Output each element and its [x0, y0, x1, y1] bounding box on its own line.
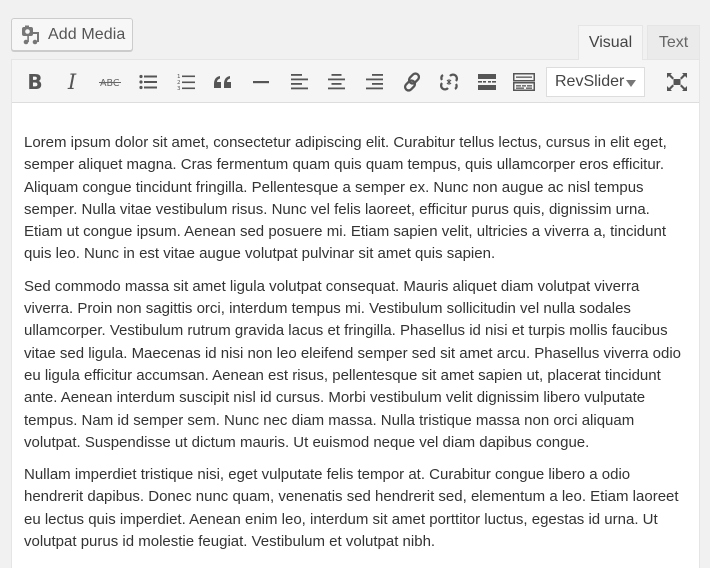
editor [11, 59, 700, 568]
link-icon [402, 72, 422, 92]
blockquote-icon [213, 75, 233, 89]
content-paragraph: Lorem ipsum dolor sit amet, consectetur adipiscing elit. Curabitur tellus lectus, cursus in elit eget, semper aliquet magna. Cras fermentum quam quis quam tempus, quis ullamcorper eros efficitur. Aliquam congue tincidunt fringilla. Pellentesque a semper ex. Nunc non augue ac nisl tempus semper. Nulla vitae vestibulum risus. Nunc vel felis laoreet, efficitur purus quis, dignissim urna. Etiam ut congue ipsum. Aenean sed posuere mi. Etiam sapien velit, ultricies a viverra a, tincidunt quis leo. Nunc in est vitae augue volutpat pulvinar sit amet quis sapien. [24, 134, 667, 263]
numbered-list-icon [177, 73, 195, 91]
align-left-icon [291, 74, 308, 90]
unlink-icon [439, 72, 459, 92]
tab-visual-label: Visual [588, 34, 633, 51]
align-right-icon [366, 74, 383, 90]
numbered-list-button[interactable] [172, 68, 200, 96]
svg-text:1: 1 [177, 74, 181, 80]
chevron-down-icon [626, 80, 636, 87]
add-media-label: Add Media [48, 25, 126, 43]
read-more-icon [478, 74, 496, 90]
tab-text[interactable] [647, 25, 700, 60]
strikethrough-button[interactable] [96, 68, 124, 96]
strikethrough-icon [99, 75, 121, 89]
fullscreen-icon [667, 73, 687, 91]
bulleted-list-icon [139, 74, 157, 90]
bold-icon: B [27, 70, 43, 94]
align-center-icon [328, 74, 345, 90]
bulleted-list-button[interactable] [134, 68, 162, 96]
keyboard-toolbar-toggle-icon [513, 73, 535, 91]
svg-text:2: 2 [177, 80, 181, 86]
italic-icon: I [67, 70, 77, 94]
blockquote-button[interactable] [209, 68, 237, 96]
editor-content[interactable] [24, 132, 688, 563]
tab-text-label: Text [658, 34, 689, 51]
revslider-select[interactable] [546, 67, 645, 97]
tab-visual[interactable] [578, 25, 643, 60]
content-paragraph: Sed commodo massa sit amet ligula volutpat consequat. Mauris aliquet diam volutpat viverra viverra. Proin non sagittis orci, interdum tempus mi. Vestibulum sollicitudin vel nulla sodales ullamcorper. Vestibulum rutrum gravida lacus et fringilla. Phasellus id nisi et turpis mollis faucibus vitae sed ligula. Maecenas id nisi non leo eleifend semper sed sit amet arcu. Phasellus viverra odio eu ligula efficitur accumsan. Aenean est risus, pellentesque sit amet sapien ut, placerat tincidunt ante. Aenean interdum suscipit nisl id cursus. Morbi vestibulum velit dignissim libero vulputate tempus. Nam id semper sem. Nunc nec diam massa. Nulla tristique massa non orci aliquam volutpat. Suspendisse ut dictum mauris. Ut euismod neque vel diam dapibus congue. [24, 277, 682, 451]
align-left-button[interactable] [285, 68, 313, 96]
remove-link-button[interactable] [435, 68, 463, 96]
editor-toolbar [12, 60, 699, 103]
align-right-button[interactable] [360, 68, 388, 96]
insert-link-button[interactable] [398, 68, 426, 96]
bold-button[interactable] [21, 68, 49, 96]
toolbar-toggle-button[interactable] [510, 68, 538, 96]
svg-text:ABC: ABC [100, 78, 120, 89]
fullscreen-button[interactable] [663, 68, 691, 96]
align-center-button[interactable] [322, 68, 350, 96]
read-more-button[interactable] [473, 68, 501, 96]
content-paragraph: Nullam imperdiet tristique nisi, eget vulputate felis tempor at. Curabitur congue libero a odio hendrerit dapibus. Donec nunc quam, venenatis sed hendrerit sed, elementum a leo. Etiam laoreet eu lectus quis imperdiet. Aenean enim leo, interdum sit amet porttitor luctus, egestas id urna. Ut volutpat purus id molestie feugiat. Vestibulum et volutpat nibh. [24, 466, 679, 551]
media-camera-music-icon [21, 25, 41, 45]
horizontal-line-button[interactable] [247, 68, 275, 96]
italic-button[interactable] [58, 68, 86, 96]
horizontal-line-icon [253, 80, 269, 84]
add-media-button[interactable] [11, 18, 133, 51]
svg-text:3: 3 [177, 86, 181, 91]
revslider-select-value: RevSlider [555, 73, 625, 90]
